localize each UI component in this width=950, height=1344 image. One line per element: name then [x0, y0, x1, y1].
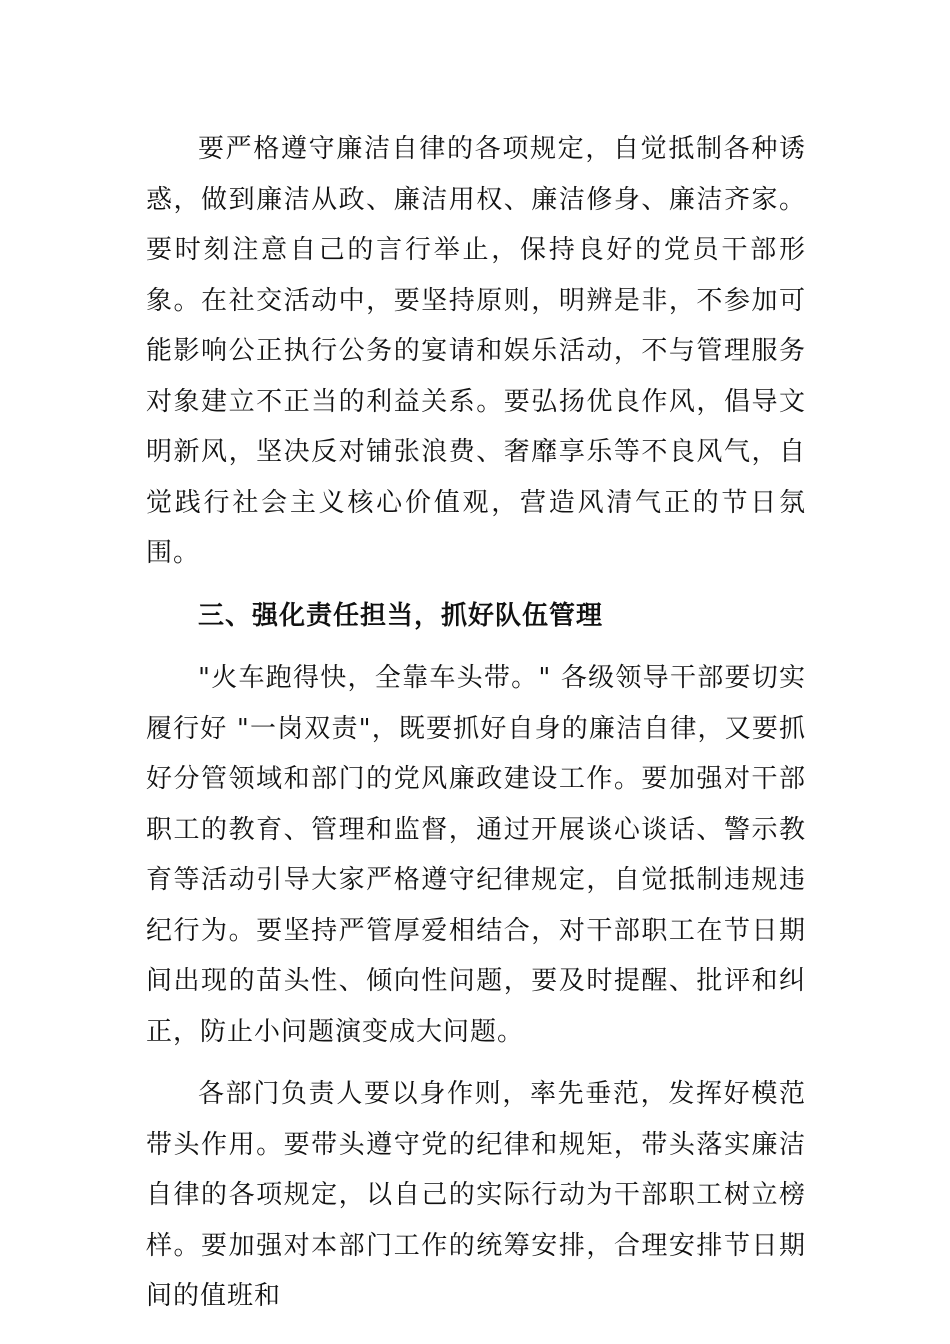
- document-body: [146, 124, 806, 1334]
- body-paragraph: "火车跑得快，全靠车头带。" 各级领导干部要切实履行好 "一岗双责"，既要抓好自身的廉洁自律，又要抓好分管领域和部门的党风廉政建设工作。要加强对干部职工的教育、管理和监督，通过开展谈心谈话、警示教育等活动引导大家严格遵守纪律规定，自觉抵制违规违纪行为。要坚持严管厚爱相结合，对干部职工在节日期间出现的苗头性、倾向性问题，要及时提醒、批评和纠正，防止小问题演变成大问题。: [146, 663, 806, 1047]
- section-heading: 三、强化责任担当，抓好队伍管理: [198, 600, 604, 631]
- body-paragraph: 要严格遵守廉洁自律的各项规定，自觉抵制各种诱惑，做到廉洁从政、廉洁用权、廉洁修身、廉洁齐家。要时刻注意自己的言行举止，保持良好的党员干部形象。在社交活动中，要坚持原则，明辨是非，不参加可能影响公正执行公务的宴请和娱乐活动，不与管理服务对象建立不正当的利益关系。要弘扬优良作风，倡导文明新风，坚决反对铺张浪费、奢靡享乐等不良风气，自觉践行社会主义核心价值观，营造风清气正的节日氛围。: [146, 134, 806, 568]
- body-paragraph: 各部门负责人要以身作则，率先垂范，发挥好模范带头作用。要带头遵守党的纪律和规矩，带头落实廉洁自律的各项规定，以自己的实际行动为干部职工树立榜样。要加强对本部门工作的统筹安排，合理安排节日期间的值班和: [146, 1079, 806, 1311]
